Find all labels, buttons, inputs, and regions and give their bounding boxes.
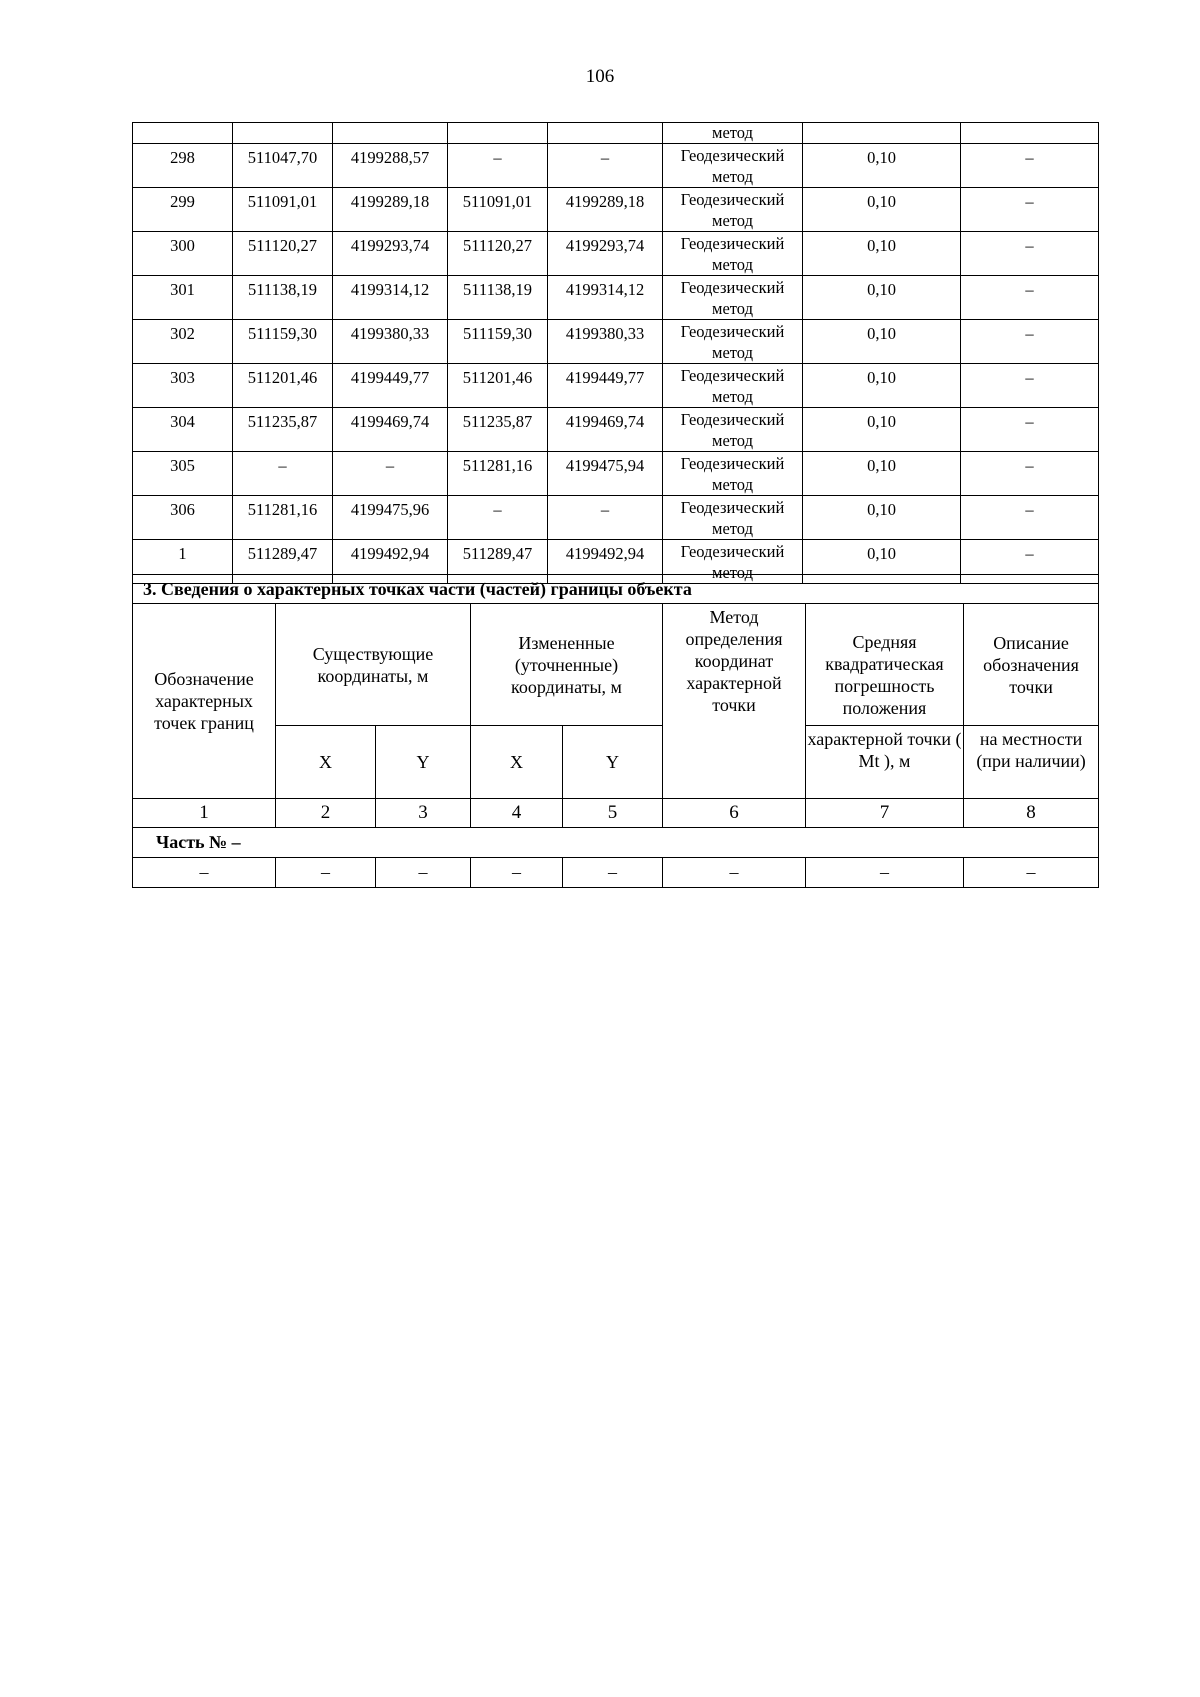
x-changed-cell-text: 511289,47 (462, 544, 533, 563)
method-cell-text: Геодезический метод (680, 278, 785, 318)
description-cell-text: – (1025, 500, 1034, 519)
header-changed-coordinates: Измененные (уточненные) координаты, м (471, 604, 663, 726)
y-existing-cell (333, 144, 448, 188)
y-existing-cell (333, 276, 448, 320)
error-cell (803, 408, 961, 452)
y-changed-cell-text: 4199475,94 (565, 456, 645, 475)
description-cell-text: – (1025, 456, 1034, 475)
x-changed-cell-text: 511138,19 (463, 280, 532, 299)
y-changed-cell (548, 232, 663, 276)
y-existing-cell-text: – (385, 456, 395, 475)
description-cell-text: – (1025, 280, 1034, 299)
method-cell (663, 232, 803, 276)
description-cell (961, 320, 1099, 364)
table-cell: – (376, 858, 471, 888)
column-number: 6 (663, 799, 806, 828)
x-existing-cell-text: – (278, 456, 287, 475)
x-existing-cell (233, 232, 333, 276)
table-cell: – (663, 858, 806, 888)
x-changed-cell (448, 408, 548, 452)
point-cell-text: 298 (170, 148, 195, 167)
description-cell-text: – (1025, 324, 1034, 343)
error-cell-text: 0,10 (867, 544, 896, 563)
y-changed-cell (548, 276, 663, 320)
section-title: 3. Сведения о характерных точках части (частей) границы объекта (133, 575, 1099, 604)
y-existing-cell-text: 4199475,96 (350, 500, 430, 519)
y-changed-cell-text: 4199492,94 (565, 544, 645, 563)
method-cell-text: Геодезический метод (680, 322, 785, 362)
y-existing-cell (333, 496, 448, 540)
table-row (133, 123, 1099, 144)
description-cell (961, 364, 1099, 408)
y-changed-cell (548, 144, 663, 188)
table-row (133, 858, 1099, 888)
method-cell-text: Геодезический метод (680, 454, 785, 494)
error-cell (803, 188, 961, 232)
point-cell-text: 300 (170, 236, 195, 255)
y-existing-cell-text: 4199288,57 (350, 148, 430, 167)
header-method: Метод определения координат характерной точки (663, 604, 806, 799)
x-changed-cell (448, 144, 548, 188)
method-cell (663, 452, 803, 496)
x-existing-cell (233, 364, 333, 408)
column-number: 4 (471, 799, 563, 828)
error-cell-text: 0,10 (867, 236, 896, 255)
column-number: 8 (964, 799, 1099, 828)
x-existing-cell-text: 511091,01 (247, 192, 318, 211)
description-cell-text: – (1025, 148, 1034, 167)
table-row (133, 452, 1099, 496)
column-number: 5 (563, 799, 663, 828)
method-cell-text: Геодезический метод (680, 366, 785, 406)
header-x-existing: X (276, 726, 376, 799)
method-cell (663, 364, 803, 408)
description-cell (961, 188, 1099, 232)
method-cell-text: Геодезический метод (680, 234, 785, 274)
description-cell-text: – (1025, 412, 1034, 431)
point-cell-text: 303 (170, 368, 195, 387)
y-changed-cell (548, 364, 663, 408)
y-changed-cell-text: 4199469,74 (565, 412, 645, 431)
table-cell: – (276, 858, 376, 888)
point-cell (133, 364, 233, 408)
x-existing-cell (233, 496, 333, 540)
description-cell (961, 276, 1099, 320)
point-cell (133, 496, 233, 540)
column-number: 2 (276, 799, 376, 828)
description-cell-text: – (1025, 236, 1034, 255)
y-changed-cell-text: – (600, 148, 610, 167)
header-y-changed: Y (563, 726, 663, 799)
table-row (133, 232, 1099, 276)
description-cell (961, 408, 1099, 452)
point-cell (133, 144, 233, 188)
x-changed-cell-text: 511159,30 (463, 324, 532, 343)
y-changed-cell (548, 452, 663, 496)
x-existing-cell-text: 511138,19 (248, 280, 317, 299)
description-cell-text: – (1025, 192, 1034, 211)
error-cell (803, 232, 961, 276)
column-number: 3 (376, 799, 471, 828)
point-cell (133, 320, 233, 364)
error-cell-text: 0,10 (867, 368, 896, 387)
error-cell-text: 0,10 (867, 456, 896, 475)
x-existing-cell (233, 452, 333, 496)
y-changed-cell (548, 496, 663, 540)
coordinates-table-continuation (132, 122, 1099, 584)
y-changed-cell (548, 408, 663, 452)
y-existing-cell (333, 364, 448, 408)
error-cell-text: 0,10 (867, 324, 896, 343)
x-changed-cell (448, 452, 548, 496)
page-number: 106 (585, 66, 615, 87)
section3-table (132, 574, 1099, 888)
y-existing-cell-text: 4199380,33 (350, 324, 430, 343)
error-cell-text: 0,10 (867, 280, 896, 299)
y-existing-cell-text: 4199293,74 (350, 236, 430, 255)
x-changed-cell-text: – (493, 148, 502, 167)
x-existing-cell (233, 320, 333, 364)
x-existing-cell-text: 511047,70 (247, 148, 318, 167)
x-changed-cell (448, 188, 548, 232)
x-existing-cell (233, 188, 333, 232)
x-changed-cell-text: 511091,01 (462, 192, 533, 211)
point-cell (133, 452, 233, 496)
y-existing-cell-text: 4199492,94 (350, 544, 430, 563)
header-y-existing: Y (376, 726, 471, 799)
x-changed-cell (448, 496, 548, 540)
y-changed-cell-text: 4199314,12 (565, 280, 645, 299)
method-cell-text: Геодезический метод (680, 410, 785, 450)
error-cell (803, 496, 961, 540)
error-cell (803, 364, 961, 408)
table-cell: – (806, 858, 964, 888)
method-cell-text: Геодезический метод (680, 498, 785, 538)
error-cell (803, 144, 961, 188)
table-cell: – (964, 858, 1099, 888)
x-existing-cell-text: 511289,47 (247, 544, 318, 563)
x-existing-cell (233, 144, 333, 188)
table-row (133, 496, 1099, 540)
y-changed-cell-text: 4199293,74 (565, 236, 645, 255)
method-cell (663, 408, 803, 452)
header-existing-coordinates: Существующие координаты, м (276, 604, 471, 726)
x-changed-cell (448, 232, 548, 276)
point-cell-text: 302 (170, 324, 195, 343)
point-cell-text: 305 (170, 456, 195, 475)
y-existing-cell (333, 452, 448, 496)
description-cell (961, 232, 1099, 276)
x-existing-cell-text: 511281,16 (247, 500, 318, 519)
description-cell (961, 452, 1099, 496)
method-cell (663, 144, 803, 188)
point-cell-text: 299 (170, 192, 195, 211)
y-existing-cell (333, 232, 448, 276)
method-cell: метод (663, 123, 803, 144)
point-cell-text: 306 (170, 500, 195, 519)
y-existing-cell-text: 4199449,77 (350, 368, 430, 387)
x-changed-cell (448, 364, 548, 408)
table-cell: – (563, 858, 663, 888)
header-description-bottom: на местности (при наличии) (964, 726, 1099, 799)
point-cell-text: 1 (178, 544, 187, 563)
table-row (133, 320, 1099, 364)
point-cell (133, 408, 233, 452)
point-cell-text: 304 (170, 412, 195, 431)
y-changed-cell-text: 4199449,77 (565, 368, 645, 387)
y-changed-cell-text: – (600, 500, 610, 519)
x-changed-cell (448, 276, 548, 320)
error-cell-text: 0,10 (867, 148, 896, 167)
table-row (133, 144, 1099, 188)
point-cell (133, 276, 233, 320)
x-existing-cell-text: 511120,27 (248, 236, 317, 255)
table-row (133, 408, 1099, 452)
method-cell (663, 188, 803, 232)
method-cell-text: Геодезический метод (680, 190, 785, 230)
header-error-top: Средняя квадратическая погрешность положения (806, 604, 964, 726)
description-cell (961, 496, 1099, 540)
method-cell (663, 320, 803, 364)
y-changed-cell-text: 4199380,33 (565, 324, 645, 343)
description-cell-text: – (1025, 368, 1034, 387)
y-changed-cell (548, 320, 663, 364)
x-changed-cell-text: – (493, 500, 502, 519)
y-existing-cell (333, 320, 448, 364)
header-x-changed: X (471, 726, 563, 799)
y-existing-cell-text: 4199289,18 (350, 192, 430, 211)
y-existing-cell-text: 4199469,74 (350, 412, 430, 431)
error-cell (803, 452, 961, 496)
x-existing-cell (233, 408, 333, 452)
description-cell-text: – (1025, 544, 1034, 563)
error-cell-text: 0,10 (867, 500, 896, 519)
x-existing-cell-text: 511159,30 (248, 324, 317, 343)
y-changed-cell (548, 188, 663, 232)
error-cell (803, 320, 961, 364)
part-label: Часть № – (133, 828, 1099, 858)
error-cell-text: 0,10 (867, 192, 896, 211)
x-changed-cell-text: 511120,27 (463, 236, 532, 255)
x-existing-cell-text: 511235,87 (247, 412, 318, 431)
x-existing-cell (233, 276, 333, 320)
x-changed-cell-text: 511201,46 (462, 368, 533, 387)
method-cell-text: Геодезический метод (680, 146, 785, 186)
header-point-designation: Обозначение характерных точек границ (133, 604, 276, 799)
header-error-bottom: характерной точки ( Mt ), м (806, 726, 964, 799)
column-number: 7 (806, 799, 964, 828)
column-numbers-row (133, 799, 1099, 828)
point-cell (133, 188, 233, 232)
point-cell-text: 301 (170, 280, 195, 299)
x-changed-cell-text: 511235,87 (462, 412, 533, 431)
error-cell (803, 276, 961, 320)
table-cell: – (471, 858, 563, 888)
point-cell (133, 232, 233, 276)
table-row (133, 364, 1099, 408)
y-existing-cell (333, 408, 448, 452)
method-cell (663, 276, 803, 320)
y-existing-cell-text: 4199314,12 (350, 280, 430, 299)
error-cell-text: 0,10 (867, 412, 896, 431)
table-row (133, 188, 1099, 232)
x-changed-cell-text: 511281,16 (462, 456, 533, 475)
description-cell (961, 144, 1099, 188)
column-number: 1 (133, 799, 276, 828)
y-changed-cell-text: 4199289,18 (565, 192, 645, 211)
method-cell-text: Геодезический метод (680, 542, 785, 582)
x-changed-cell (448, 320, 548, 364)
table-row (133, 276, 1099, 320)
x-existing-cell-text: 511201,46 (247, 368, 318, 387)
method-cell (663, 496, 803, 540)
table-cell: – (133, 858, 276, 888)
header-description-top: Описание обозначения точки (964, 604, 1099, 726)
y-existing-cell (333, 188, 448, 232)
